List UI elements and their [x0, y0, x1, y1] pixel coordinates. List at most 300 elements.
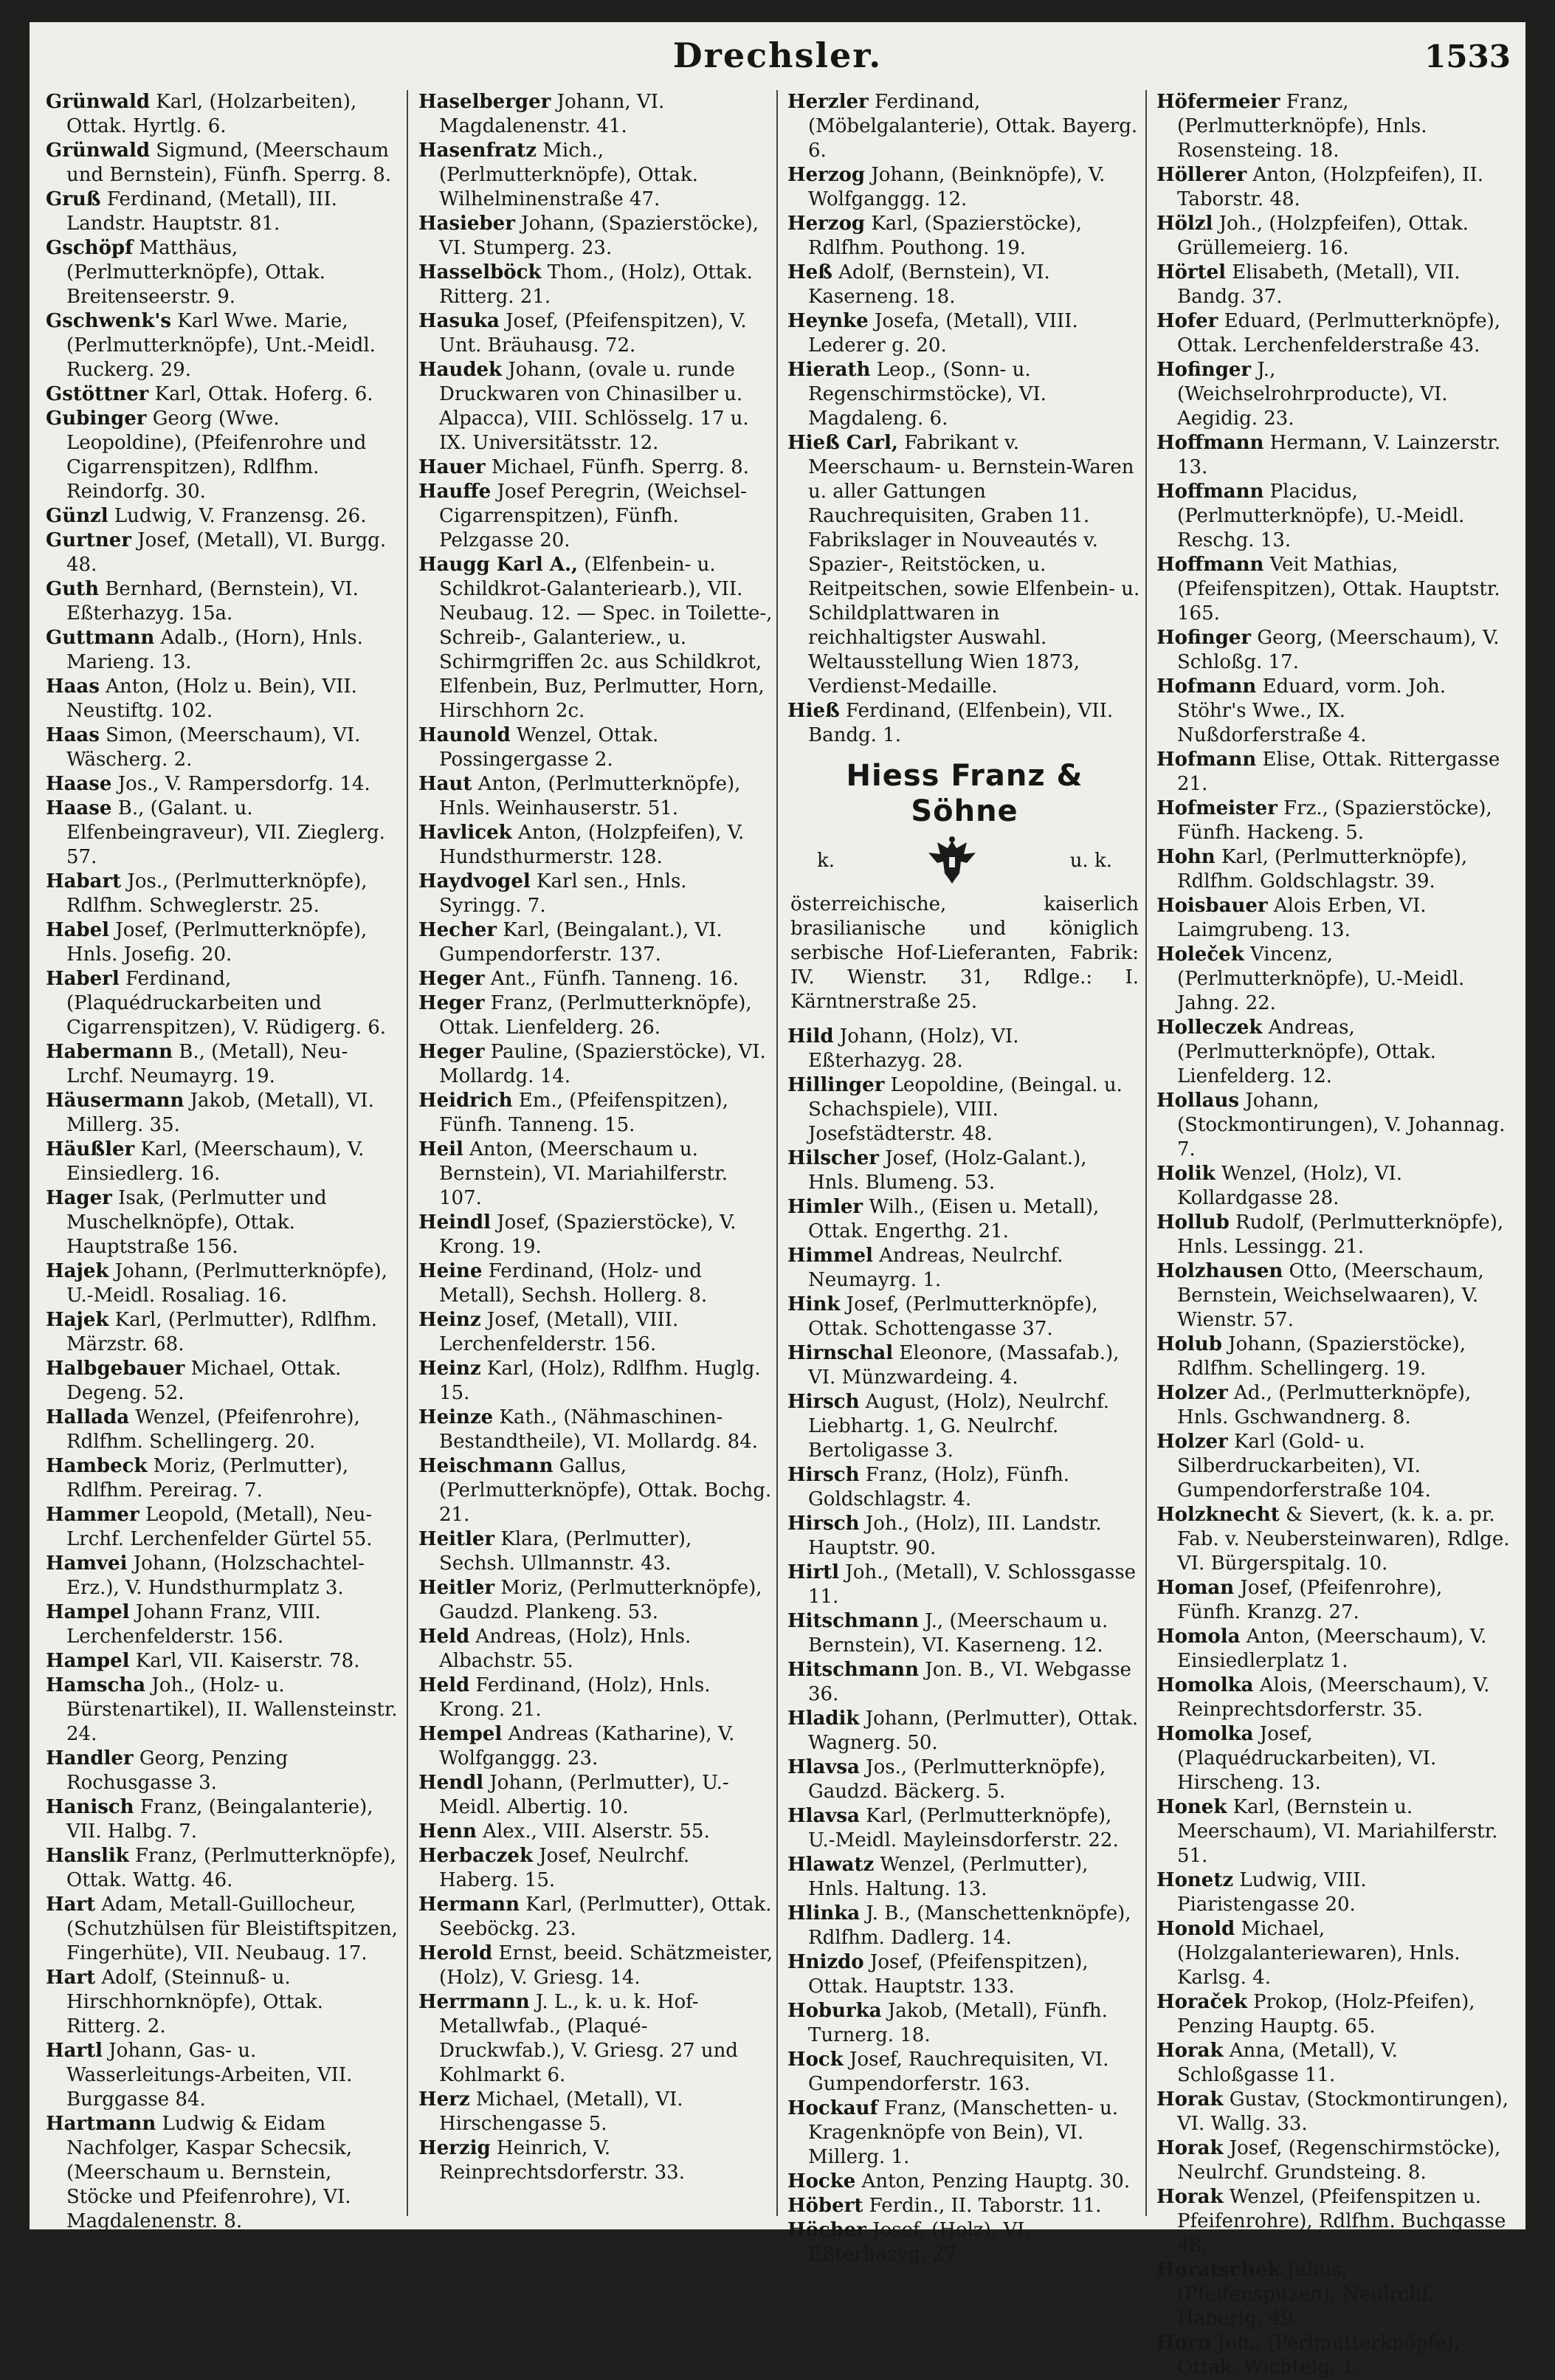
entry-details: Ferdinand, (Plaquédruckarbeiten und Cigarrenspitzen), V. Rüdigerg. 6.: [66, 968, 387, 1039]
directory-entry: [418, 90, 773, 139]
entry-details: Wenzel, (Pfeifenspitzen u. Pfeifenrohre), Rdlfhm. Buchgasse 48.: [1177, 2186, 1506, 2257]
entry-name: Heynke: [787, 310, 869, 332]
directory-entry: [1156, 845, 1511, 894]
entry-name: Hockauf: [787, 2097, 878, 2119]
entry-name: Heindl: [418, 1211, 491, 1234]
directory-entry: [787, 2097, 1142, 2170]
entry-name: Gschöpf: [46, 237, 134, 259]
directory-entry: [418, 1357, 773, 1406]
entry-details: Johann, (Perlmutterknöpfe), U.-Meidl. Rosaliag. 16.: [66, 1260, 387, 1307]
entry-name: Guth: [46, 578, 100, 600]
directory-entry: [787, 1804, 1142, 1853]
entry-name: Höcher: [787, 2219, 866, 2241]
entry-name: Handler: [46, 1747, 134, 1769]
directory-entry: [46, 1406, 400, 1454]
column-divider: [776, 90, 778, 2216]
entry-details: Ferdinand, (Möbelgalanterie), Ottak. Bayerg. 6.: [808, 91, 1138, 162]
entry-name: Guttmann: [46, 627, 155, 649]
entry-details: Franz, (Manschetten- u. Kragenknöpfe von Bein), VI. Millerg. 1.: [808, 2097, 1119, 2168]
entry-details: Karl, (Holz), Rdlfhm. Huglg. 15.: [439, 1358, 761, 1404]
entry-details: Karl, (Holzarbeiten), Ottak. Hyrtlg. 6.: [66, 91, 357, 137]
directory-entry: [1156, 1795, 1511, 1868]
entry-details: Joh., (Metall), V. Schlossgasse 11.: [808, 1561, 1137, 1608]
entry-name: Hoisbauer: [1156, 895, 1268, 917]
directory-entry: [1156, 1381, 1511, 1430]
entry-name: Habart: [46, 870, 122, 892]
entry-details: Rudolf, (Perlmutterknöpfe), Hnls. Lessingg. 21.: [1177, 1211, 1504, 1258]
directory-entry: [418, 991, 773, 1040]
entry-details: Alois Erben, VI. Laimgrubeng. 13.: [1177, 895, 1427, 941]
directory-entry: [1156, 1990, 1511, 2039]
entry-details: Josefa, (Metall), VIII. Lederer g. 20.: [808, 310, 1078, 357]
entry-name: Heinz: [418, 1309, 481, 1331]
entry-details: Anton, (Holzpfeifen), V. Hundsthurmerstr. 128.: [439, 822, 745, 868]
directory-entry: [787, 1658, 1142, 1707]
entry-details: Elise, Ottak. Rittergasse 21.: [1177, 749, 1500, 795]
directory-entry: [787, 699, 1142, 748]
directory-entry: [1156, 212, 1511, 261]
entry-details: J. B., (Manschettenknöpfe), Rdlfhm. Dadlerg. 14.: [808, 1902, 1131, 1949]
entry-details: Simon, (Meerschaum), VI. Wäscherg. 2.: [66, 724, 361, 771]
entry-details: Karl, (Perlmutter), Rdlfhm. Märzstr. 68.: [66, 1309, 378, 1355]
entry-details: Anton, (Perlmutterknöpfe), Hnls. Weinhauserstr. 51.: [439, 773, 741, 819]
directory-entry: [1156, 1503, 1511, 1576]
directory-entry: [418, 1625, 773, 1674]
directory-entry: [787, 431, 1142, 699]
entry-details: J., (Meerschaum u. Bernstein), VI. Kaserneng. 12.: [808, 1610, 1109, 1657]
entry-details: Johann, (Holzschachtel-Erz.), V. Hundsthurmplatz 3.: [66, 1552, 365, 1599]
directory-entry: [787, 1463, 1142, 1512]
directory-entry: [1156, 480, 1511, 553]
entry-details: Anton, (Meerschaum u. Bernstein), VI. Mariahilferstr. 107.: [439, 1138, 728, 1209]
directory-entry: [787, 1999, 1142, 2048]
entry-name: Holzer: [1156, 1431, 1228, 1453]
directory-entry: [1156, 261, 1511, 309]
entry-details: Karl, (Beingalant.), VI. Gumpendorferstr. 137.: [439, 919, 723, 966]
entry-name: Haberl: [46, 968, 120, 990]
entry-details: Ferdinand, (Metall), III. Landstr. Hauptstr. 81.: [66, 188, 337, 235]
directory-entry: [46, 407, 400, 504]
entry-name: Hasuka: [418, 310, 500, 332]
entry-name: Herrmann: [418, 1991, 530, 2013]
directory-entry: [1156, 1722, 1511, 1795]
entry-details: Veit Mathias, (Pfeifenspitzen), Ottak. Hauptstr. 165.: [1177, 554, 1500, 625]
entry-details: Eduard, (Perlmutterknöpfe), Ottak. Lerchenfelderstraße 43.: [1177, 310, 1501, 357]
entry-name: Herbaczek: [418, 1845, 533, 1867]
entry-name: Haselberger: [418, 91, 551, 113]
entry-name: Gschwenk's: [46, 310, 172, 332]
directory-entry: [1156, 2258, 1511, 2331]
entry-details: Franz, (Holz), Fünfh. Goldschlagstr. 4.: [808, 1464, 1070, 1510]
directory-entry: [1156, 1332, 1511, 1381]
entry-details: Ferdinand, (Holz- und Metall), Sechsh. Hollerg. 8.: [439, 1260, 708, 1307]
page-title: Drechsler.: [672, 35, 883, 75]
directory-entry: [1156, 626, 1511, 675]
entry-details: Prokop, (Holz-Pfeifen), Penzing Hauptg. 65.: [1177, 1991, 1475, 2037]
entry-name: Haase: [46, 797, 112, 819]
directory-entry: [46, 236, 400, 309]
column-1: [46, 90, 400, 2232]
ad-description: österreichische, kaiserlich brasilianische und königlich serbische Hof-Lieferanten, Fabrik: IV. Wienstr. 31, Rdlge.: I. Kärntnerstraße 25.: [790, 893, 1139, 1013]
entry-name: Holzknecht: [1156, 1504, 1280, 1526]
entry-details: Adolf, (Steinnuß- u. Hirschhornknöpfe), Ottak. Ritterg. 2.: [66, 1967, 323, 2037]
entry-name: Heger: [418, 992, 485, 1014]
entry-details: Andreas, (Perlmutterknöpfe), Ottak. Lienfelderg. 12.: [1177, 1017, 1436, 1087]
directory-entry: [418, 967, 773, 991]
directory-entry: [1156, 1211, 1511, 1259]
entry-details: Andreas, Neulrchf. Neumayrg. 1.: [808, 1245, 1063, 1291]
directory-entry: [1156, 2331, 1511, 2380]
entry-details: Adam, Metall-Guillocheur, (Schutzhülsen für Bleistiftspitzen, Fingerhüte), VII. Neubaug. 17.: [66, 1894, 398, 1964]
entry-name: Heinze: [418, 1406, 494, 1428]
entry-details: Ad., (Perlmutterknöpfe), Hnls. Gschwandnerg. 8.: [1177, 1382, 1472, 1428]
entry-name: Horn: [1156, 2332, 1212, 2354]
entry-name: Haunold: [418, 724, 511, 746]
entry-details: Elisabeth, (Metall), VII. Bandg. 37.: [1177, 261, 1461, 308]
directory-entry: [46, 1600, 400, 1649]
entry-name: Holeček: [1156, 943, 1244, 966]
entry-name: Heitler: [418, 1577, 495, 1599]
entry-name: Gstöttner: [46, 383, 149, 405]
column-divider: [407, 90, 408, 2216]
entry-details: B., (Galant. u. Elfenbeingraveur), VII. Zieglerg. 57.: [66, 797, 385, 868]
directory-entry: [46, 1674, 400, 1747]
directory-entry: [418, 553, 773, 723]
entry-name: Henn: [418, 1820, 477, 1843]
entry-details: Joh., (Holz- u. Bürstenartikel), II. Wallensteinstr. 24.: [66, 1674, 398, 1745]
entry-details: Anna, (Metall), V. Schloßgasse 11.: [1177, 2040, 1398, 2086]
entry-details: Bernhard, (Bernstein), VI. Eßterhazyg. 15a.: [66, 578, 359, 625]
entry-name: Hampel: [46, 1601, 130, 1623]
directory-entry: [46, 723, 400, 772]
entry-name: Honek: [1156, 1796, 1227, 1818]
directory-entry: [46, 918, 400, 967]
entry-details: Moriz, (Perlmutter), Rdlfhm. Pereirag. 7.: [66, 1455, 349, 1502]
directory-entry: [46, 1747, 400, 1795]
entry-details: Karl, (Bernstein u. Meerschaum), VI. Mariahilferstr. 51.: [1177, 1796, 1498, 1867]
directory-entry: [46, 967, 400, 1040]
entry-name: Höllerer: [1156, 164, 1247, 186]
directory-entry: [418, 870, 773, 918]
directory-entry: [787, 1341, 1142, 1390]
entry-name: Hart: [46, 1967, 96, 1989]
entry-name: Halbgebauer: [46, 1358, 185, 1380]
entry-name: Hofinger: [1156, 627, 1252, 649]
directory-entry: [46, 1844, 400, 1893]
entry-details: August, (Holz), Neulrchf. Liebhartg. 1, G. Neulrchf. Bertoligasse 3.: [808, 1391, 1110, 1462]
entry-name: Herzig: [418, 2137, 491, 2159]
entry-name: Hammer: [46, 1504, 139, 1526]
entry-details: Anton, (Holzpfeifen), II. Taborstr. 48.: [1177, 164, 1484, 210]
entry-details: Karl, Ottak. Hoferg. 6.: [148, 383, 373, 405]
entry-details: Leopold, (Metall), Neu-Lrchf. Lerchenfelder Gürtel 55.: [66, 1504, 373, 1550]
directory-entry: [1156, 675, 1511, 748]
directory-entry: [418, 772, 773, 821]
directory-entry: [418, 480, 773, 553]
directory-entry: [787, 163, 1142, 212]
double-eagle-emblem-icon: [923, 835, 982, 887]
entry-details: Karl, VII. Kaiserstr. 78.: [129, 1650, 360, 1672]
entry-details: Alex., VIII. Alserstr. 55.: [476, 1820, 710, 1843]
entry-details: Heinrich, V. Reinprechtsdorferstr. 33.: [439, 2137, 685, 2184]
entry-details: Johann, (Perlmutter), Ottak. Wagnerg. 50.: [808, 1707, 1139, 1754]
entry-details: Eleonore, (Massafab.), VI. Münzwardeing. 4.: [808, 1342, 1120, 1389]
entry-details: Michael, Ottak. Degeng. 52.: [66, 1358, 342, 1404]
entry-name: Gruß: [46, 188, 101, 210]
entry-details: Jakob, (Metall), Fünfh. Turnerg. 18.: [808, 2000, 1108, 2046]
entry-name: Honetz: [1156, 1869, 1234, 1891]
entry-details: Josef, (Pfeifenrohre), Fünfh. Kranzg. 27.: [1177, 1577, 1443, 1623]
directory-entry: [1156, 1917, 1511, 1990]
entry-name: Häusermann: [46, 1090, 185, 1112]
directory-entry: [1156, 358, 1511, 431]
entry-name: Hart: [46, 1894, 96, 1916]
directory-entry: [1156, 1430, 1511, 1503]
entry-details: Johann, (Perlmutter), U.-Meidl. Albertig. 10.: [439, 1772, 729, 1818]
directory-entry: [46, 1089, 400, 1138]
directory-entry: [418, 1844, 773, 1893]
directory-entry: [46, 675, 400, 723]
entry-details: Frz., (Spazierstöcke), Fünfh. Hackeng. 5.: [1177, 797, 1492, 844]
directory-entry: [787, 1902, 1142, 1950]
directory-entry: [1156, 2136, 1511, 2185]
directory-entry: [418, 1674, 773, 1722]
entry-name: Hamscha: [46, 1674, 146, 1696]
entry-details: Ferdin., II. Taborstr. 11.: [863, 2195, 1102, 2217]
directory-entry: [787, 90, 1142, 163]
entry-name: Hallada: [46, 1406, 130, 1428]
entry-name: Heß: [787, 261, 832, 283]
entry-details: Ludwig, VIII. Piaristengasse 20.: [1177, 1869, 1367, 1916]
entry-details: Georg, Penzing Rochusgasse 3.: [66, 1747, 289, 1794]
directory-entry: [418, 1089, 773, 1138]
entry-name: Haas: [46, 724, 100, 746]
directory-entry: [1156, 1868, 1511, 1917]
entry-details: Fabrikant v. Meerschaum- u. Bernstein-Waren u. aller Gattungen Rauchrequisiten, Graben 11. Fabrikslager in Nouveautés v. Spazier-, Reitstöcken, u. Reitpeitschen, sowie Elfenbein- u. Schildplattwaren in reichhaltigster Auswahl. Weltausstellung Wien 1873, Verdienst-Medaille.: [808, 432, 1140, 698]
directory-entry: [418, 1138, 773, 1211]
entry-name: Holleczek: [1156, 1017, 1263, 1039]
directory-entry: [787, 261, 1142, 309]
directory-entry: [418, 212, 773, 261]
entry-details: Andreas, (Holz), Hnls. Albachstr. 55.: [439, 1626, 692, 1672]
directory-entry: [1156, 309, 1511, 358]
entry-details: Joh., (Perlmutterknöpfe), Ottak. Wichtelg. 1.: [1177, 2332, 1461, 2379]
ad-firm-name: Hiess Franz & Söhne: [846, 759, 1083, 828]
entry-name: Haase: [46, 773, 112, 795]
entry-details: Josef Peregrin, (Weichsel-Cigarrenspitzen), Fünfh. Pelzgasse 20.: [439, 481, 747, 551]
entry-details: Josef, (Regenschirmstöcke), Neulrchf. Grundsteing. 8.: [1177, 2137, 1501, 2184]
directory-entry: [418, 139, 773, 212]
directory-entry: [46, 1186, 400, 1259]
directory-entry: [1156, 894, 1511, 943]
entry-details: Hermann, V. Lainzerstr. 13.: [1177, 432, 1501, 478]
directory-entry: [418, 1259, 773, 1308]
directory-entry: [787, 1950, 1142, 1999]
entry-details: Andreas (Katharine), V. Wolfganggg. 23.: [439, 1723, 735, 1769]
directory-entry: [1156, 2039, 1511, 2088]
entry-details: Eduard, vorm. Joh. Stöhr's Wwe., IX. Nußdorferstraße 4.: [1177, 675, 1447, 746]
entry-name: Hoffmann: [1156, 432, 1264, 454]
entry-name: Hoffmann: [1156, 481, 1264, 503]
entry-details: Anton, Penzing Hauptg. 30.: [855, 2170, 1131, 2192]
entry-name: Hollub: [1156, 1211, 1230, 1234]
directory-entry: [418, 1211, 773, 1259]
entry-details: Ferdinand, (Elfenbein), VII. Bandg. 1.: [808, 700, 1114, 746]
entry-name: Hampel: [46, 1650, 130, 1672]
column-2: [418, 90, 773, 2216]
directory-entry: [1156, 943, 1511, 1016]
entry-name: Heger: [418, 968, 485, 990]
entry-details: Gustav, (Stockmontirungen), VI. Wallg. 33.: [1177, 2088, 1509, 2135]
entry-details: Josef, (Pfeifenspitzen), Ottak. Hauptstr. 133.: [808, 1951, 1089, 1998]
directory-entry: [418, 1576, 773, 1625]
entry-details: Wenzel, (Pfeifenrohre), Rdlfhm. Schellingerg. 20.: [66, 1406, 360, 1453]
entry-details: Ernst, beeid. Schätzmeister, (Holz), V. Griesg. 14.: [439, 1942, 773, 1989]
entry-name: Hillinger: [787, 1074, 885, 1096]
column-divider: [1145, 90, 1147, 2216]
entry-details: Johann, (Holz), VI. Eßterhazyg. 28.: [808, 1025, 1019, 1072]
entry-details: Karl, (Spazierstöcke), Rdlfhm. Pouthong. 19.: [808, 213, 1083, 259]
entry-name: Höfermeier: [1156, 91, 1280, 113]
entry-details: Wilh., (Eisen u. Metall), Ottak. Engerthg. 21.: [808, 1196, 1100, 1242]
directory-entry: [787, 2170, 1142, 2194]
entry-details: Josef, (Perlmutterknöpfe), Hnls. Josefig. 20.: [66, 919, 368, 966]
entry-details: Josef, (Metall), VIII. Lerchenfelderstr. 156.: [439, 1309, 679, 1355]
directory-entry: [46, 309, 400, 382]
entry-name: Hajek: [46, 1309, 109, 1331]
entry-name: Homola: [1156, 1626, 1241, 1648]
directory-entry: [46, 1308, 400, 1357]
entry-name: Horak: [1156, 2137, 1224, 2159]
entry-details: Julius, (Pfeifenspitzen), Neulrchf. Haberlg. 49.: [1177, 2259, 1434, 2330]
entry-details: Josef, (Holz), VI. Eßterhazyg. 27.: [808, 2219, 1031, 2266]
directory-entry: [46, 504, 400, 529]
entry-details: Johann, (Beinknöpfe), V. Wolfganggg. 12.: [808, 164, 1106, 210]
entry-name: Haydvogel: [418, 870, 531, 892]
entry-name: Gurtner: [46, 529, 131, 551]
entry-details: Klara, (Perlmutter), Sechsh. Ullmannstr. 43.: [439, 1528, 692, 1575]
entry-name: Homan: [1156, 1577, 1235, 1599]
directory-entry: [46, 1552, 400, 1600]
entry-name: Hölzl: [1156, 213, 1213, 235]
directory-entry: [46, 1357, 400, 1406]
column-4: [1156, 90, 1511, 2379]
entry-details: Otto, (Meerschaum, Bernstein, Weichselwaaren), V. Wienstr. 57.: [1177, 1260, 1484, 1331]
directory-entry: [787, 1561, 1142, 1609]
entry-name: Heidrich: [418, 1090, 513, 1112]
entry-details: Anton, (Holz u. Bein), VII. Neustiftg. 102.: [66, 675, 357, 722]
entry-name: Hlavsa: [787, 1805, 860, 1827]
entry-name: Honold: [1156, 1918, 1235, 1940]
entry-details: Placidus, (Perlmutterknöpfe), U.-Meidl. Reschg. 13.: [1177, 481, 1465, 551]
entry-name: Hlawatz: [787, 1854, 875, 1876]
entry-name: Hoffmann: [1156, 554, 1264, 576]
directory-entry: [418, 918, 773, 967]
entry-name: Hollaus: [1156, 1090, 1240, 1112]
entry-name: Hasenfratz: [418, 140, 537, 162]
entry-details: B., (Metall), Neu-Lrchf. Neumayrg. 19.: [66, 1041, 348, 1087]
entry-details: Karl, (Perlmutter), Ottak. Seeböckg. 23.: [439, 1894, 772, 1940]
entry-details: Johann, VI. Magdalenenstr. 41.: [439, 91, 665, 137]
entry-name: Horak: [1156, 2186, 1224, 2208]
entry-name: Gubinger: [46, 407, 147, 430]
entry-details: Georg, (Meerschaum), V. Schloßg. 17.: [1177, 627, 1500, 673]
entry-details: & Sievert, (k. k. a. pr. Fab. v. Neubersteinwaren), Rdlge. VI. Bürgerspitalg. 10.: [1177, 1504, 1510, 1575]
directory-entry: [787, 2048, 1142, 2097]
entry-details: Karl (Gold- u. Silberdruckarbeiten), VI. Gumpendorferstraße 104.: [1177, 1431, 1431, 1502]
directory-entry: [418, 309, 773, 358]
directory-entry: [787, 2194, 1142, 2218]
entry-name: Horatschek: [1156, 2259, 1281, 2281]
entry-name: Haas: [46, 675, 100, 698]
entry-name: Hirsch: [787, 1513, 860, 1535]
entry-name: Herz: [418, 2088, 470, 2111]
entry-name: Hanisch: [46, 1796, 134, 1818]
entry-details: Isak, (Perlmutter und Muschelknöpfe), Ottak. Hauptstraße 156.: [66, 1187, 327, 1258]
entry-name: Haut: [418, 773, 472, 795]
entry-name: Hasselböck: [418, 261, 542, 283]
entry-name: Habermann: [46, 1041, 173, 1063]
directory-entry: [46, 1966, 400, 2039]
directory-entry: [46, 577, 400, 626]
directory-entry: [787, 1244, 1142, 1293]
directory-entry: [46, 1503, 400, 1552]
entry-details: Josef, (Pfeifenspitzen), V. Unt. Bräuhausg. 72.: [439, 310, 747, 357]
entry-name: Hecher: [418, 919, 497, 941]
directory-entry: [46, 90, 400, 139]
entry-name: Hofmann: [1156, 675, 1257, 698]
entry-name: Himmel: [787, 1245, 873, 1267]
entry-name: Heinz: [418, 1358, 481, 1380]
directory-entry: [418, 1308, 773, 1357]
column-3: [787, 90, 1142, 2266]
directory-entry: [46, 529, 400, 577]
directory-entry: [787, 1390, 1142, 1463]
directory-entry: [46, 188, 400, 236]
directory-entry: [787, 1073, 1142, 1146]
directory-entry: [418, 1771, 773, 1820]
entry-details: Adalb., (Horn), Hnls. Marieng. 13.: [66, 627, 363, 673]
entry-name: Hocke: [787, 2170, 856, 2192]
entry-name: Hilscher: [787, 1147, 879, 1169]
entry-name: Hofmann: [1156, 749, 1257, 771]
entry-details: Alois, (Meerschaum), V. Reinprechtsdorferstr. 35.: [1177, 1674, 1490, 1721]
directory-entry: [787, 1853, 1142, 1902]
directory-entry: [787, 1609, 1142, 1658]
directory-entry: [1156, 431, 1511, 480]
entry-name: Häußler: [46, 1138, 135, 1160]
entry-name: Horaček: [1156, 1991, 1247, 2013]
entry-name: Habel: [46, 919, 110, 941]
entry-name: Hanslik: [46, 1845, 129, 1867]
page-header: [30, 35, 1525, 87]
entry-name: Held: [418, 1674, 470, 1696]
directory-entry: [46, 2039, 400, 2112]
directory-entry: [46, 870, 400, 918]
directory-entry: [418, 261, 773, 309]
entry-name: Hitschmann: [787, 1610, 919, 1632]
entry-details: Ferdinand, (Holz), Hnls. Krong. 21.: [439, 1674, 711, 1721]
entry-name: Heine: [418, 1260, 483, 1282]
entry-name: Homolka: [1156, 1674, 1254, 1696]
directory-entry: [46, 1893, 400, 1966]
entry-name: Hager: [46, 1187, 112, 1209]
entry-name: Haudek: [418, 359, 503, 381]
entry-name: Hladik: [787, 1707, 860, 1730]
entry-name: Havlicek: [418, 822, 512, 844]
entry-name: Hirsch: [787, 1391, 860, 1413]
entry-name: Hieß Carl,: [787, 432, 898, 454]
